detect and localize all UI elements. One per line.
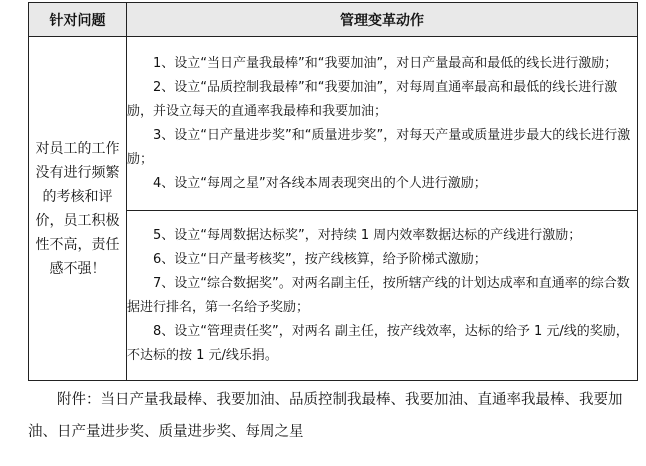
- action-item-7: 7、设立“综合数据奖”。对两名副主任，按所辖产线的计划达成率和直通率的综合数据进行排名，第一名给予奖励；: [127, 275, 630, 315]
- action-item-3: 3、设立“日产量进步奖”和“质量进步奖”，对每天产量或质量进步最大的线长进行激励；: [127, 127, 631, 167]
- action-item-8: 8、设立“管理责任奖”，对两名 副主任，按产线效率，达标的给予 1 元/线的奖励，不达标的按 1 元/线乐捐。: [127, 323, 629, 363]
- action-item-2: 2、设立“品质控制我最棒”和“我要加油”，对每周直通率最高和最低的线长进行激励，并设立每天的直通率我最棒和我要加油；: [127, 79, 618, 119]
- action-group-1: [127, 37, 638, 211]
- action-item-4: 4、设立“每周之星”对各线本周表现突出的个人进行激励；: [153, 175, 487, 191]
- action-item-5: 5、设立“每周数据达标奖”，对持续 1 周内效率数据达标的产线进行激励；: [153, 227, 582, 243]
- header-actions: 管理变革动作: [127, 3, 638, 37]
- table-header-row: [29, 3, 638, 37]
- appendix-text: 附件：当日产量我最棒、我要加油、品质控制我最棒、我要加油、直通率我最棒、我要加油、日产量进步奖、质量进步奖、每周之星: [28, 392, 623, 440]
- problem-cell: 对员工的工作没有进行频繁的考核和评价，员工积极性不高，责任感不强！: [29, 37, 127, 381]
- action-item-6: 6、设立“日产量考核奖”，按产线核算，给予阶梯式激励；: [153, 251, 487, 267]
- header-problem: 针对问题: [29, 3, 127, 37]
- action-item-1: 1、设立“当日产量我最棒”和“我要加油”，对日产量最高和最低的线长进行激励；: [153, 55, 618, 71]
- table-row: [29, 37, 638, 211]
- issue-action-table: [28, 2, 638, 381]
- action-group-2: [127, 211, 638, 381]
